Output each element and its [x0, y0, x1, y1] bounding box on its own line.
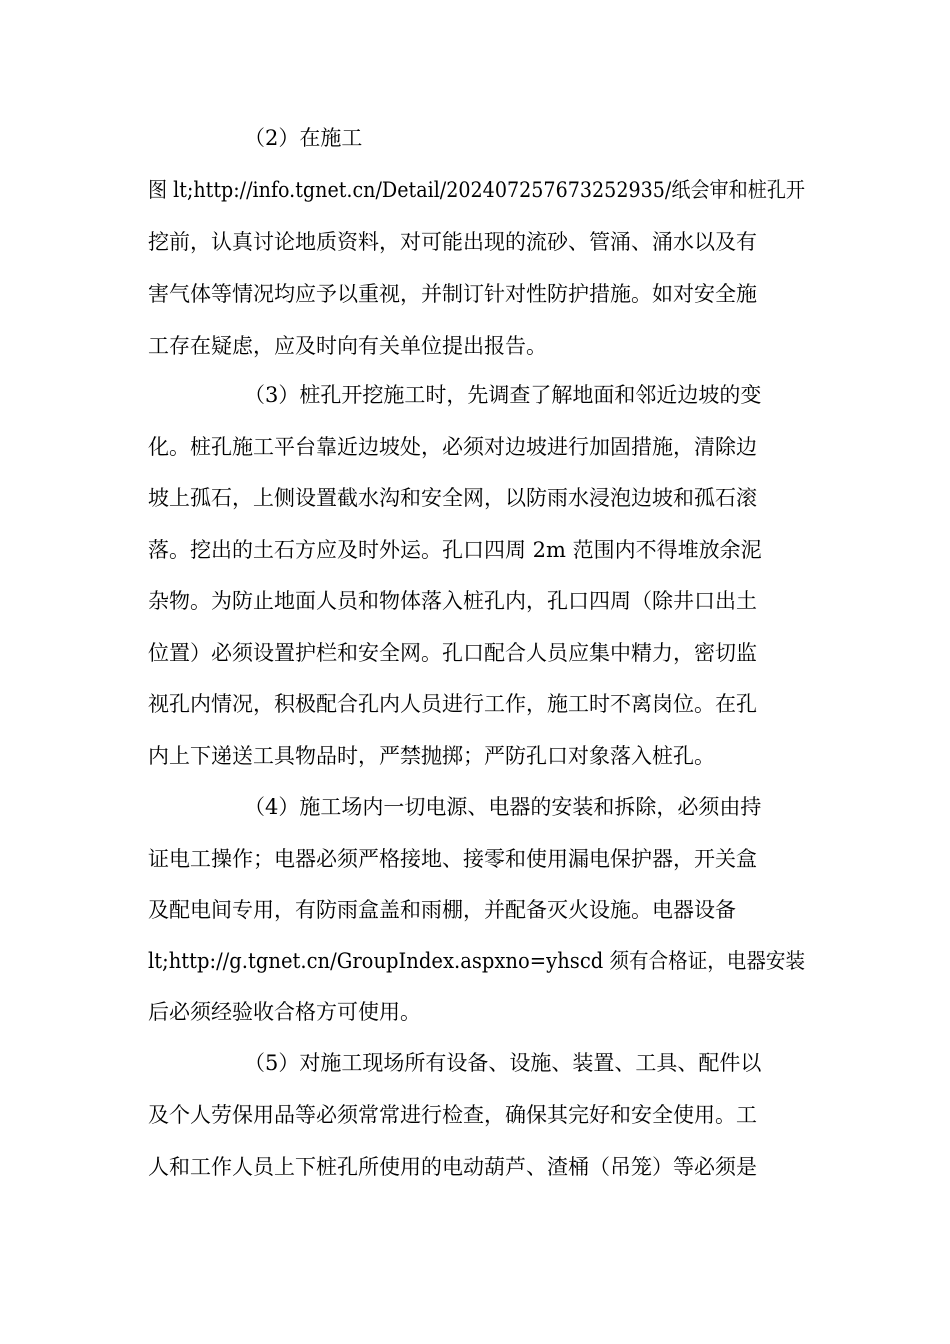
text-line: 及配电间专用，有防雨盒盖和雨棚，并配备灭火设施。电器设备	[148, 898, 736, 922]
text-line: 落。挖出的土石方应及时外运。孔口四周 2m 范围内不得堆放余泥	[148, 538, 762, 562]
text-line: 化。桩孔施工平台靠近边坡处，必须对边坡进行加固措施，清除边	[148, 435, 757, 459]
text-line: 视孔内情况，积极配合孔内人员进行工作，施工时不离岗位。在孔	[148, 692, 757, 716]
paragraph-5-heading-line: （5）对施工现场所有设备、设施、装置、工具、配件以	[244, 1051, 762, 1075]
text-line: 杂物。为防止地面人员和物体落入桩孔内，孔口四周（除井口出土	[148, 589, 757, 613]
paragraph-2-heading-line: （2）在施工	[244, 126, 363, 150]
text-line: 图 lt;http://info.tgnet.cn/Detail/202407257673252935/纸会审和桩孔开	[148, 178, 806, 202]
text-line: 害气体等情况均应予以重视，并制订针对性防护措施。如对安全施	[148, 282, 757, 306]
text-line: 人和工作人员上下桩孔所使用的电动葫芦、渣桶（吊笼）等必须是	[148, 1155, 757, 1179]
text-line: 及个人劳保用品等必须常常进行检查，确保其完好和安全使用。工	[148, 1103, 757, 1127]
paragraph-4-heading-line: （4）施工场内一切电源、电器的安装和拆除，必须由持	[244, 795, 762, 819]
text-line: 证电工操作；电器必须严格接地、接零和使用漏电保护器，开关盒	[148, 847, 757, 871]
text-line: 工存在疑虑，应及时向有关单位提出报告。	[148, 334, 547, 358]
text-line: 内上下递送工具物品时，严禁抛掷；严防孔口对象落入桩孔。	[148, 744, 715, 768]
text-line: 挖前，认真讨论地质资料，对可能出现的流砂、管涌、涌水以及有	[148, 230, 757, 254]
text-line: 后必须经验收合格方可使用。	[148, 1000, 421, 1024]
text-line: 位置）必须设置护栏和安全网。孔口配合人员应集中精力，密切监	[148, 641, 757, 665]
text-line: lt;http://g.tgnet.cn/GroupIndex.aspxno=yhscd 须有合格证，电器安装	[148, 949, 805, 973]
paragraph-3-heading-line: （3）桩孔开挖施工时，先调查了解地面和邻近边坡的变	[244, 383, 762, 407]
text-line: 坡上孤石，上侧设置截水沟和安全网，以防雨水浸泡边坡和孤石滚	[148, 486, 757, 510]
